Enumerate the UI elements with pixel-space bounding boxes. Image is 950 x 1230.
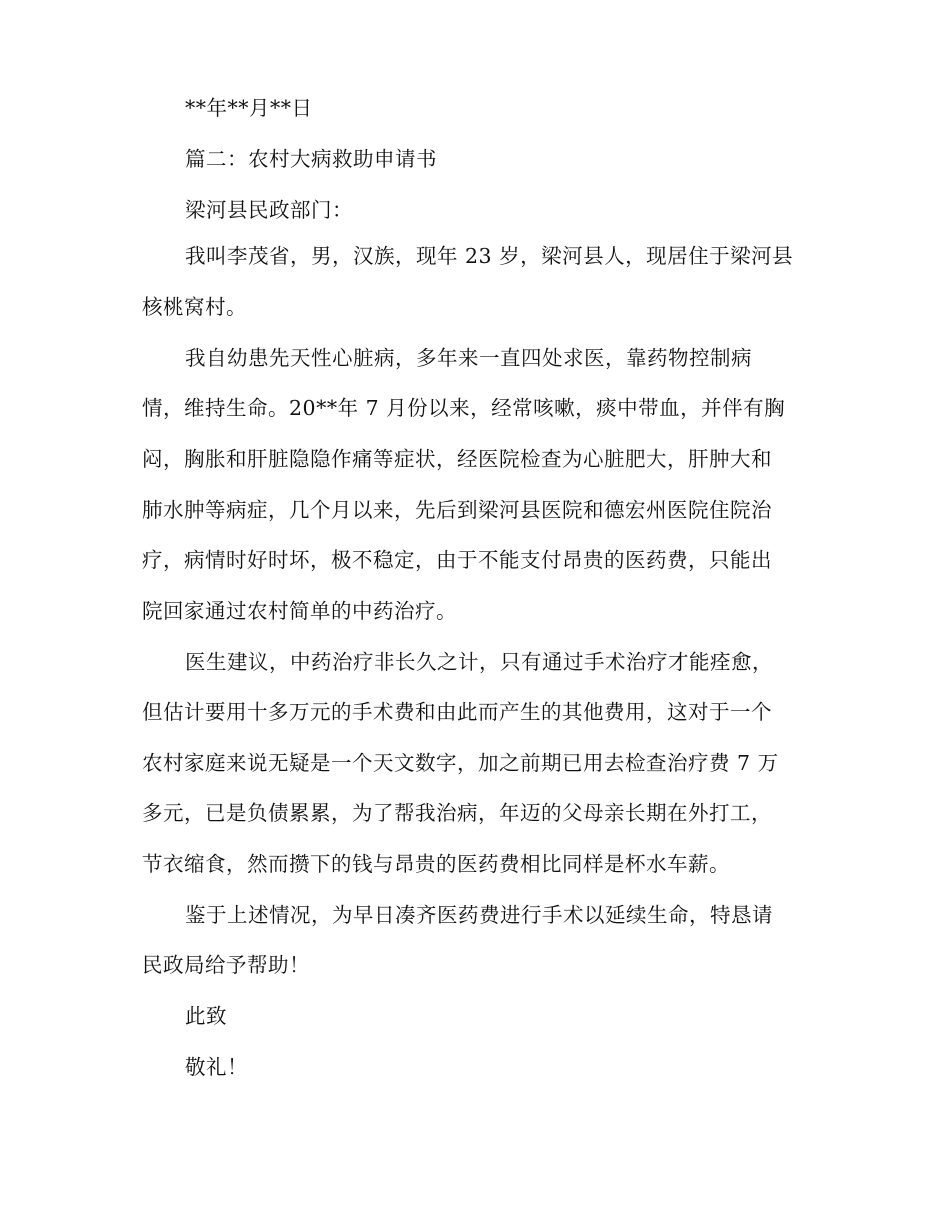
paragraph-1-line-2: 核桃窝村。 bbox=[142, 295, 247, 319]
recipient-line: 梁河县民政部门： bbox=[185, 198, 353, 222]
paragraph-3-line-4: 多元，已是负债累累，为了帮我治病，年迈的父母亲长期在外打工， bbox=[142, 801, 772, 825]
paragraph-3-line-1: 医生建议，中药治疗非长久之计，只有通过手术治疗才能痊愈， bbox=[185, 650, 773, 674]
paragraph-2-line-6: 院回家通过农村简单的中药治疗。 bbox=[142, 599, 457, 623]
closing-line-1: 此致 bbox=[185, 1004, 227, 1028]
paragraph-3-line-3: 农村家庭来说无疑是一个天文数字，加之前期已用去检查治疗费 7 万 bbox=[142, 751, 779, 775]
paragraph-2-line-3: 闷，胸胀和肝脏隐隐作痛等症状，经医院检查为心脏肥大，肝肿大和 bbox=[142, 447, 772, 471]
paragraph-2-line-5: 疗，病情时好时坏，极不稳定，由于不能支付昂贵的医药费，只能出 bbox=[142, 548, 772, 572]
paragraph-3-line-2: 但估计要用十多万元的手术费和由此而产生的其他费用，这对于一个 bbox=[142, 700, 772, 724]
date-line: **年**月**日 bbox=[185, 96, 313, 120]
paragraph-2-line-4: 肺水肿等病症，几个月以来，先后到梁河县医院和德宏州医院住院治 bbox=[142, 498, 772, 522]
paragraph-4-line-2: 民政局给予帮助！ bbox=[142, 953, 310, 977]
paragraph-2-line-1: 我自幼患先天性心脏病，多年来一直四处求医，靠药物控制病 bbox=[185, 346, 752, 370]
paragraph-2-line-2: 情，维持生命。20**年 7 月份以来，经常咳嗽，痰中带血，并伴有胸 bbox=[142, 396, 786, 420]
section-title: 篇二：农村大病救助申请书 bbox=[185, 147, 437, 171]
paragraph-1-line-1: 我叫李茂省，男，汉族，现年 23 岁，梁河县人，现居住于梁河县 bbox=[185, 244, 794, 268]
paragraph-4-line-1: 鉴于上述情况，为早日凑齐医药费进行手术以延续生命，特恳请 bbox=[185, 903, 773, 927]
closing-line-2: 敬礼！ bbox=[185, 1055, 248, 1079]
paragraph-3-line-5: 节衣缩食，然而攒下的钱与昂贵的医药费相比同样是杯水车薪。 bbox=[142, 852, 730, 876]
